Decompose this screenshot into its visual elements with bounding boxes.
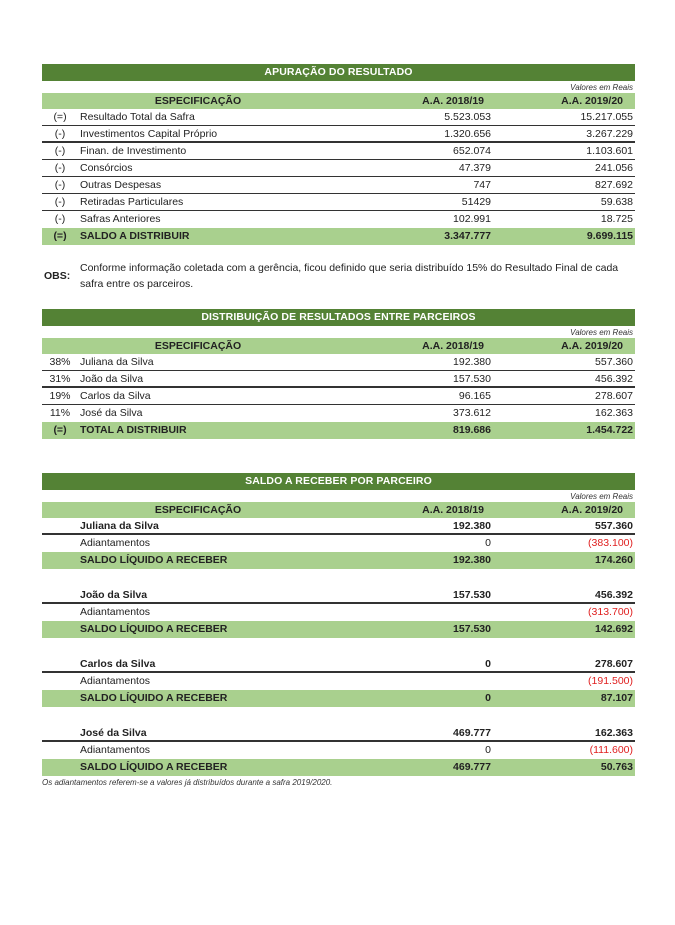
row-sign: (=) (53, 230, 67, 242)
row-value-2018: 96.165 (458, 390, 491, 402)
observation-note (42, 259, 635, 293)
row-label: Safras Anteriores (80, 213, 161, 225)
advance-label: Adiantamentos (80, 537, 151, 549)
advance-value-2019: (191.500) (588, 675, 633, 687)
row-value-2019: 9.699.115 (586, 230, 633, 242)
row-label: Outras Despesas (80, 179, 162, 191)
col-header-2019: A.A. 2019/20 (561, 504, 623, 516)
row-value-2019: 557.360 (595, 356, 633, 368)
partner-row (42, 656, 635, 673)
table-row (42, 211, 635, 228)
row-value-2019: 1.103.601 (586, 145, 633, 157)
net-row (42, 759, 635, 776)
row-value-2019: 162.363 (595, 727, 633, 739)
row-share: 19% (49, 390, 71, 402)
advance-value-2018: 0 (485, 537, 491, 549)
report-page (42, 64, 635, 787)
partner-row (42, 518, 635, 535)
row-sign: (=) (53, 111, 67, 123)
advance-label: Adiantamentos (80, 675, 151, 687)
table-row (42, 194, 635, 211)
net-label: SALDO LÍQUIDO A RECEBER (80, 554, 228, 566)
row-label: TOTAL A DISTRIBUIR (80, 424, 187, 436)
row-value-2018: 51429 (461, 196, 491, 208)
row-value-2018: 157.530 (453, 589, 491, 601)
row-value-2019: 162.363 (595, 407, 633, 419)
col-header-2018: A.A. 2018/19 (422, 504, 484, 516)
row-value-2018: 819.686 (453, 424, 491, 436)
section-title-saldo: SALDO A RECEBER POR PARCEIRO (42, 473, 635, 490)
footnote: Os adiantamentos referem-se a valores já distribuídos durante a safra 2019/2020. (42, 778, 333, 787)
partner-name: José da Silva (80, 727, 147, 739)
advance-value-2018 (371, 673, 491, 690)
row-value-2018: 469.777 (453, 727, 491, 739)
table-row (42, 109, 635, 126)
table-row (42, 405, 635, 422)
row-value-2018: 5.523.053 (444, 111, 491, 123)
row-value-2018: 192.380 (453, 356, 491, 368)
table-header (42, 93, 635, 109)
partner-row (42, 587, 635, 604)
row-label: Consórcios (80, 162, 133, 174)
net-value-2018: 469.777 (453, 761, 491, 773)
advance-label: Adiantamentos (80, 744, 151, 756)
col-header-2019: A.A. 2019/20 (561, 340, 623, 352)
table-header (42, 338, 635, 354)
table-row (42, 388, 635, 405)
col-header-2018: A.A. 2018/19 (422, 340, 484, 352)
col-header-2018: A.A. 2018/19 (422, 95, 484, 107)
units-note: Valores em Reais (570, 492, 633, 501)
row-value-2019: 456.392 (595, 373, 633, 385)
row-label: Carlos da Silva (80, 390, 151, 402)
table-row (42, 177, 635, 194)
net-row (42, 552, 635, 569)
row-share: 31% (49, 373, 71, 385)
advance-value-2019: (313.700) (588, 606, 633, 618)
row-value-2018: 373.612 (453, 407, 491, 419)
row-value-2018: 3.347.777 (444, 230, 491, 242)
row-value-2019: 59.638 (600, 196, 633, 208)
row-value-2018: 102.991 (453, 213, 491, 225)
row-value-2019: 278.607 (595, 390, 633, 402)
row-value-2019: 18.725 (600, 213, 633, 225)
net-value-2018: 192.380 (453, 554, 491, 566)
row-label: SALDO A DISTRIBUIR (80, 230, 190, 242)
advance-value-2019: (383.100) (588, 537, 633, 549)
partner-name: João da Silva (80, 589, 148, 601)
advance-value-2018 (371, 604, 491, 621)
row-sign: (-) (54, 162, 66, 174)
section-title-apuracao: APURAÇÃO DO RESULTADO (42, 64, 635, 81)
row-value-2018: 47.379 (458, 162, 491, 174)
row-label: Resultado Total da Safra (80, 111, 195, 123)
net-value-2019: 174.260 (595, 554, 633, 566)
table-row (42, 371, 635, 388)
obs-text: Conforme informação coletada com a gerência, ficou definido que seria distribuído 15% do Resultado Final de cada safra entre os parceiros. (80, 262, 619, 290)
row-sign: (-) (54, 213, 66, 225)
row-sign: (-) (54, 145, 66, 157)
advance-row (42, 742, 635, 759)
row-value-2019: 278.607 (595, 658, 633, 670)
row-label: José da Silva (80, 407, 143, 419)
row-share: 11% (49, 407, 71, 419)
row-sign: (-) (54, 179, 66, 191)
advance-row (42, 604, 635, 621)
row-label: Investimentos Capital Próprio (80, 128, 218, 140)
obs-label: OBS: (44, 270, 71, 282)
table-row (42, 160, 635, 177)
row-label: João da Silva (80, 373, 144, 385)
net-value-2018: 0 (485, 692, 491, 704)
net-label: SALDO LÍQUIDO A RECEBER (80, 692, 228, 704)
advance-value-2019: (111.600) (589, 744, 633, 756)
row-value-2019: 456.392 (595, 589, 633, 601)
row-value-2019: 827.692 (595, 179, 633, 191)
row-value-2019: 15.217.055 (580, 111, 633, 123)
net-row (42, 690, 635, 707)
advance-label: Adiantamentos (80, 606, 151, 618)
row-value-2019: 241.056 (595, 162, 633, 174)
row-value-2018: 1.320.656 (444, 128, 491, 140)
row-value-2019: 1.454.722 (586, 424, 633, 436)
net-value-2019: 50.763 (600, 761, 633, 773)
col-header-spec: ESPECIFICAÇÃO (154, 340, 242, 352)
net-label: SALDO LÍQUIDO A RECEBER (80, 623, 228, 635)
row-value-2019: 557.360 (595, 520, 633, 532)
row-sign: (=) (53, 424, 67, 436)
partner-row (42, 725, 635, 742)
row-label: Finan. de Investimento (80, 145, 187, 157)
row-label: Juliana da Silva (80, 356, 154, 368)
advance-value-2018: 0 (485, 744, 491, 756)
table-row (42, 354, 635, 371)
net-label: SALDO LÍQUIDO A RECEBER (80, 761, 228, 773)
col-header-spec: ESPECIFICAÇÃO (154, 504, 242, 516)
table-row (42, 126, 635, 143)
net-value-2018: 157.530 (453, 623, 491, 635)
row-value-2018: 652.074 (453, 145, 491, 157)
col-header-2019: A.A. 2019/20 (561, 95, 623, 107)
total-row (42, 228, 635, 245)
table-header (42, 502, 635, 518)
net-value-2019: 142.692 (595, 623, 633, 635)
row-sign: (-) (54, 128, 66, 140)
advance-row (42, 535, 635, 552)
net-value-2019: 87.107 (600, 692, 633, 704)
units-note: Valores em Reais (570, 83, 633, 92)
partner-name: Juliana da Silva (80, 520, 159, 532)
row-value-2018: 157.530 (453, 373, 491, 385)
row-label: Retiradas Particulares (80, 196, 184, 208)
table-row (42, 143, 635, 160)
row-share: 38% (49, 356, 71, 368)
row-value-2019: 3.267.229 (586, 128, 633, 140)
row-value-2018: 192.380 (453, 520, 491, 532)
total-row (42, 422, 635, 439)
row-value-2018: 0 (485, 658, 491, 670)
col-header-spec: ESPECIFICAÇÃO (154, 95, 242, 107)
partner-name: Carlos da Silva (80, 658, 156, 670)
net-row (42, 621, 635, 638)
units-note: Valores em Reais (570, 328, 633, 337)
row-value-2018: 747 (473, 179, 491, 191)
row-sign: (-) (54, 196, 66, 208)
section-title-distribuicao: DISTRIBUIÇÃO DE RESULTADOS ENTRE PARCEIROS (42, 309, 635, 326)
advance-row (42, 673, 635, 690)
